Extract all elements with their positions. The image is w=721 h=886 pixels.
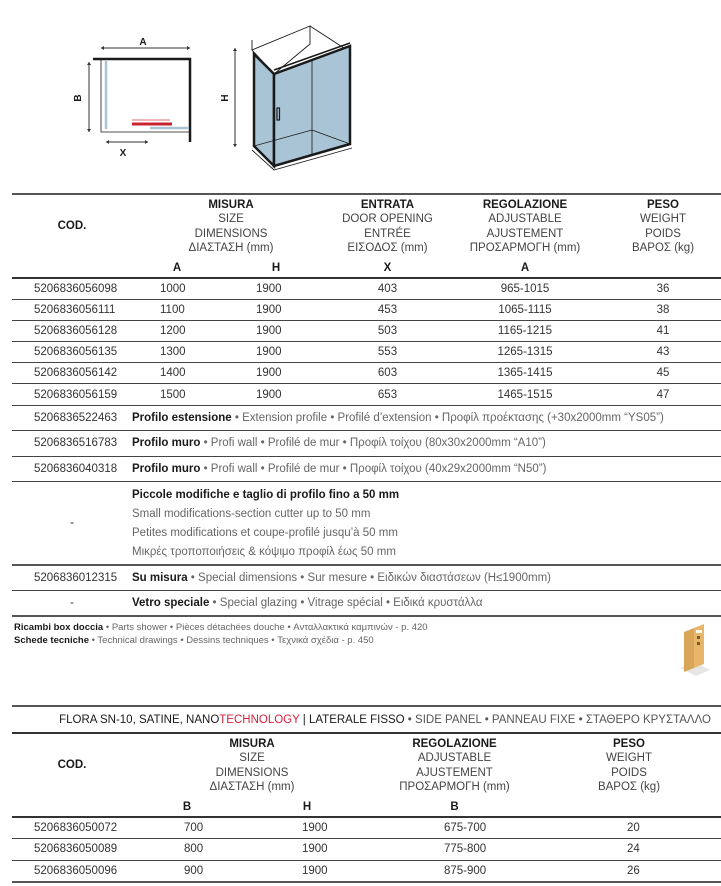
product-code: 5206836050089	[12, 839, 132, 861]
plan-dimension-diagram	[70, 30, 200, 160]
adjustable-range: 1365-1415	[445, 363, 605, 384]
label-h: H	[220, 94, 231, 102]
header-cod: COD.	[57, 220, 87, 233]
label-a: A	[139, 37, 147, 48]
width-a: 1200	[132, 320, 222, 341]
accessory-translations: • Special glazing • Vitrage spécial • Ειδικά κρυστάλλα	[209, 597, 483, 610]
packaging-box-icon	[676, 620, 712, 676]
height-h: 1900	[242, 817, 372, 839]
weight-kg: 43	[605, 342, 721, 363]
door-opening-x: 603	[330, 363, 445, 384]
side-subheader-h: H	[242, 797, 372, 817]
side-subheader-adj: B	[372, 797, 537, 817]
modifications-line-gr: Μικρές τροποποιήσεις & κόψιμο προφίλ έως 50 mm	[132, 546, 396, 559]
product-row	[12, 384, 721, 405]
isometric-shower-diagram	[220, 10, 370, 180]
side-header-regolazione: REGOLAZIONE ADJUSTABLE AJUSTEMENT ΠΡΟΣΑΡΜΟΓΗ (mm)	[399, 737, 510, 793]
subheader-h: H	[222, 258, 330, 278]
side-panel-table	[12, 705, 721, 883]
door-opening-x: 553	[330, 342, 445, 363]
header-regolazione: REGOLAZIONE ADJUSTABLE AJUSTEMENT ΠΡΟΣΑΡΜΟΓΗ (mm)	[469, 198, 581, 254]
accessory-row	[12, 405, 721, 431]
product-row	[12, 278, 721, 299]
height-h: 1900	[222, 278, 330, 299]
accessory-translations: • Profi wall • Profilé de mur • Προφίλ τοίχου (40x29x2000mm “N50”)	[200, 462, 547, 475]
side-panel-row	[12, 817, 721, 839]
accessory-code: -	[12, 591, 132, 617]
adjustable-range: 875-900	[372, 860, 537, 882]
product-row	[12, 363, 721, 384]
side-subheader-b: B	[132, 797, 242, 817]
footnote-technical: Schede tecniche • Technical drawings • Dessins techniques • Τεχνικά σχέδια - p. 450	[14, 634, 374, 646]
product-code: 5206836050072	[12, 817, 132, 839]
modifications-row	[12, 482, 721, 566]
accessory-row	[12, 591, 721, 617]
technology-highlight: TECHNOLOGY	[219, 713, 300, 726]
adjustable-range: 775-800	[372, 839, 537, 861]
width-a: 1000	[132, 278, 222, 299]
side-panel-title: FLORA SN-10, SATINE, NANOTECHNOLOGY | LATERALE FISSO • SIDE PANEL • PANNEAU FIXE • ΣΤΑΘΕΡΟ ΚΡΥΣΤΑΛΛΟ	[12, 706, 721, 733]
door-opening-x: 653	[330, 384, 445, 405]
width-b: 700	[132, 817, 242, 839]
accessory-row	[12, 456, 721, 482]
modifications-line-en: Small modifications-section cutter up to 50 mm	[132, 508, 371, 521]
weight-kg: 41	[605, 320, 721, 341]
accessory-row	[12, 431, 721, 457]
width-a: 1500	[132, 384, 222, 405]
accessory-title: Profilo muro	[132, 437, 201, 450]
product-row	[12, 342, 721, 363]
weight-kg: 45	[605, 363, 721, 384]
main-product-table	[12, 193, 721, 617]
accessory-title: Su misura	[132, 572, 188, 585]
weight-kg: 20	[537, 817, 721, 839]
product-code: 5206836056098	[12, 278, 132, 299]
width-a: 1400	[132, 363, 222, 384]
side-header-misura: MISURA SIZE DIMENSIONS ΔΙΑΣΤΑΣΗ (mm)	[209, 737, 295, 793]
modifications-code: -	[12, 482, 132, 566]
footnotes	[14, 622, 428, 647]
product-row	[12, 320, 721, 341]
weight-kg: 26	[537, 860, 721, 882]
product-row	[12, 299, 721, 320]
modifications-line-it: Piccole modifiche e taglio di profilo fino a 50 mm	[132, 489, 400, 502]
accessory-description	[132, 591, 721, 617]
adjustable-range: 1465-1515	[445, 384, 605, 405]
accessory-title: Profilo muro	[132, 462, 201, 475]
accessory-code: 5206836522463	[12, 405, 132, 431]
accessory-description	[132, 565, 721, 591]
product-code: 5206836056135	[12, 342, 132, 363]
adjustable-range: 1265-1315	[445, 342, 605, 363]
weight-kg: 47	[605, 384, 721, 405]
product-code: 5206836056111	[12, 299, 132, 320]
adjustable-range: 965-1015	[445, 278, 605, 299]
side-header-peso: PESO WEIGHT POIDS ΒΑΡΟΣ (kg)	[597, 737, 661, 793]
accessory-description	[132, 431, 721, 457]
product-code: 5206836056128	[12, 320, 132, 341]
side-panel-row	[12, 860, 721, 882]
adjustable-range: 675-700	[372, 817, 537, 839]
width-a: 1300	[132, 342, 222, 363]
subheader-x: X	[330, 258, 445, 278]
accessory-code: 5206836516783	[12, 431, 132, 457]
adjustable-range: 1065-1115	[445, 299, 605, 320]
accessory-title: Vetro speciale	[132, 597, 210, 610]
width-a: 1100	[132, 299, 222, 320]
weight-kg: 38	[605, 299, 721, 320]
wall-outline	[93, 59, 190, 142]
header-peso: PESO WEIGHT POIDS ΒΑΡΟΣ (kg)	[631, 198, 695, 254]
header-entrata: ENTRATA DOOR OPENING ENTRÉE ΕΙΣΟΔΟΣ (mm)	[342, 198, 433, 254]
label-b: B	[73, 94, 84, 102]
width-b: 900	[132, 860, 242, 882]
height-h: 1900	[222, 363, 330, 384]
modifications-line-fr: Petites modifications et coupe-profilé jusqu’à 50 mm	[132, 527, 398, 540]
accessory-code: 5206836012315	[12, 565, 132, 591]
subheader-a: A	[132, 258, 222, 278]
height-h: 1900	[242, 839, 372, 861]
accessory-title: Profilo estensione	[132, 411, 232, 424]
footnote-parts: Ricambi box doccia • Parts shower • Pièces détachées douche • Ανταλλακτικά καμπινών - p. 420	[14, 622, 428, 633]
product-code: 5206836056142	[12, 363, 132, 384]
adjustable-range: 1165-1215	[445, 320, 605, 341]
accessory-description	[132, 405, 721, 431]
height-h: 1900	[222, 299, 330, 320]
door-opening-x: 403	[330, 278, 445, 299]
accessory-code: 5206836040318	[12, 456, 132, 482]
side-header-cod: COD.	[57, 759, 87, 772]
accessory-translations: • Special dimensions • Sur mesure • Ειδικών διαστάσεων (H≤1900mm)	[187, 572, 551, 585]
accessory-translations: • Profi wall • Profilé de mur • Προφίλ τοίχου (80x30x2000mm “A10”)	[200, 437, 546, 450]
product-code: 5206836050096	[12, 860, 132, 882]
weight-kg: 36	[605, 278, 721, 299]
accessory-row	[12, 565, 721, 591]
height-h: 1900	[222, 320, 330, 341]
header-misura: MISURA SIZE DIMENSIONS ΔΙΑΣΤΑΣΗ (mm)	[188, 198, 274, 254]
height-h: 1900	[222, 342, 330, 363]
width-b: 800	[132, 839, 242, 861]
subheader-adj: A	[445, 258, 605, 278]
side-panel-row	[12, 839, 721, 861]
door-opening-x: 453	[330, 299, 445, 320]
accessory-description	[132, 456, 721, 482]
door-opening-x: 503	[330, 320, 445, 341]
label-x: X	[119, 148, 127, 159]
height-h: 1900	[222, 384, 330, 405]
accessory-translations: • Extension profile • Profilé d’extension • Προφίλ προέκτασης (+30x2000mm “YS05”)	[231, 411, 664, 424]
product-code: 5206836056159	[12, 384, 132, 405]
height-h: 1900	[242, 860, 372, 882]
weight-kg: 24	[537, 839, 721, 861]
